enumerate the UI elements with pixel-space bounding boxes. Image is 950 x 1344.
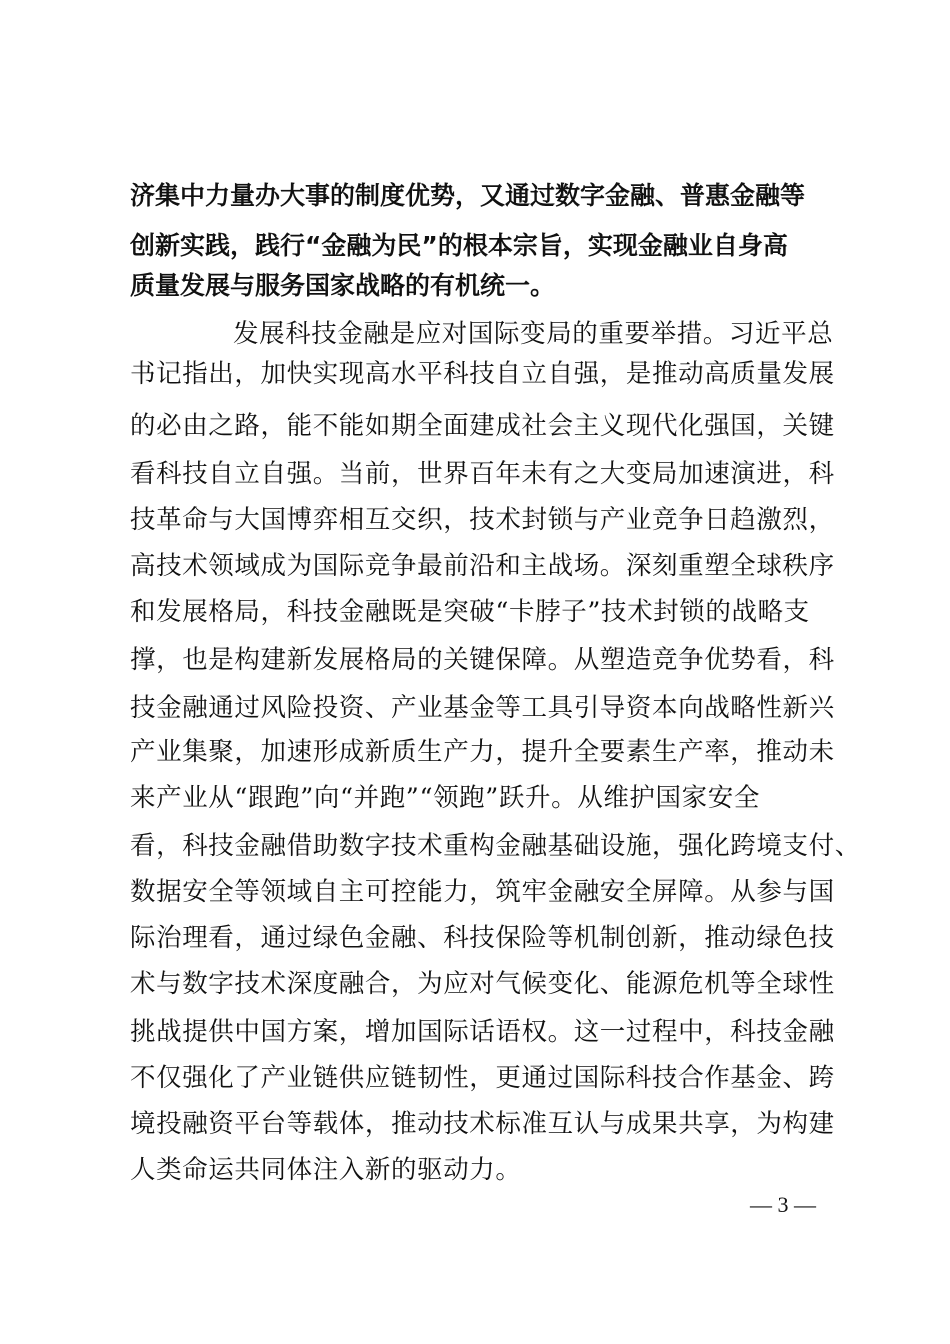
body-paragraph-line: 的必由之路，能不能如期全面建成社会主义现代化强国，关键 bbox=[130, 411, 835, 441]
body-paragraph-line: 术与数字技术深度融合，为应对气候变化、能源危机等全球性 bbox=[130, 969, 835, 999]
body-paragraph-line: 看科技自立自强。当前，世界百年未有之大变局加速演进，科 bbox=[130, 459, 835, 489]
body-paragraph-line: 数据安全等领域自主可控能力，筑牢金融安全屏障。从参与国 bbox=[130, 877, 835, 907]
body-paragraph-line: 技金融通过风险投资、产业基金等工具引导资本向战略性新兴 bbox=[130, 693, 835, 723]
body-paragraph-line: 境投融资平台等载体，推动技术标准互认与成果共享，为构建 bbox=[130, 1109, 835, 1139]
body-paragraph-line: 书记指出，加快实现高水平科技自立自强，是推动高质量发展 bbox=[130, 359, 835, 389]
bold-paragraph-line: 济集中力量办大事的制度优势，又通过数字金融、普惠金融等 bbox=[130, 181, 806, 210]
page-number: — 3 — bbox=[750, 1192, 816, 1217]
body-paragraph-line: 人类命运共同体注入新的驱动力。 bbox=[130, 1155, 522, 1185]
body-paragraph-line: 撑，也是构建新发展格局的关键保障。从塑造竞争优势看，科 bbox=[130, 645, 835, 675]
body-paragraph-line: 挑战提供中国方案，增加国际话语权。这一过程中，科技金融 bbox=[130, 1017, 835, 1047]
bold-paragraph-line: 质量发展与服务国家战略的有机统一。 bbox=[130, 271, 556, 300]
body-paragraph-line: 来产业从“跟跑”向“并跑”“领跑”跃升。从维护国家安全 bbox=[130, 783, 760, 813]
body-paragraph-line: 和发展格局，科技金融既是突破“卡脖子”技术封锁的战略支 bbox=[130, 597, 810, 627]
body-paragraph-line: 发展科技金融是应对国际变局的重要举措。习近平总 bbox=[233, 319, 834, 349]
body-paragraph-line: 不仅强化了产业链供应链韧性，更通过国际科技合作基金、跨 bbox=[130, 1063, 835, 1093]
body-paragraph-line: 际治理看，通过绿色金融、科技保险等机制创新，推动绿色技 bbox=[130, 923, 835, 953]
body-paragraph-line: 高技术领域成为国际竞争最前沿和主战场。深刻重塑全球秩序 bbox=[130, 551, 835, 581]
bold-paragraph-line: 创新实践，践行“金融为民”的根本宗旨，实现金融业自身高 bbox=[130, 231, 788, 260]
body-paragraph-line: 产业集聚，加速形成新质生产力，提升全要素生产率，推动未 bbox=[130, 737, 835, 767]
body-paragraph-line: 看，科技金融借助数字技术重构金融基础设施，强化跨境支付、 bbox=[130, 831, 861, 861]
body-paragraph-line: 技革命与大国博弈相互交织，技术封锁与产业竞争日趋激烈， bbox=[130, 505, 835, 535]
